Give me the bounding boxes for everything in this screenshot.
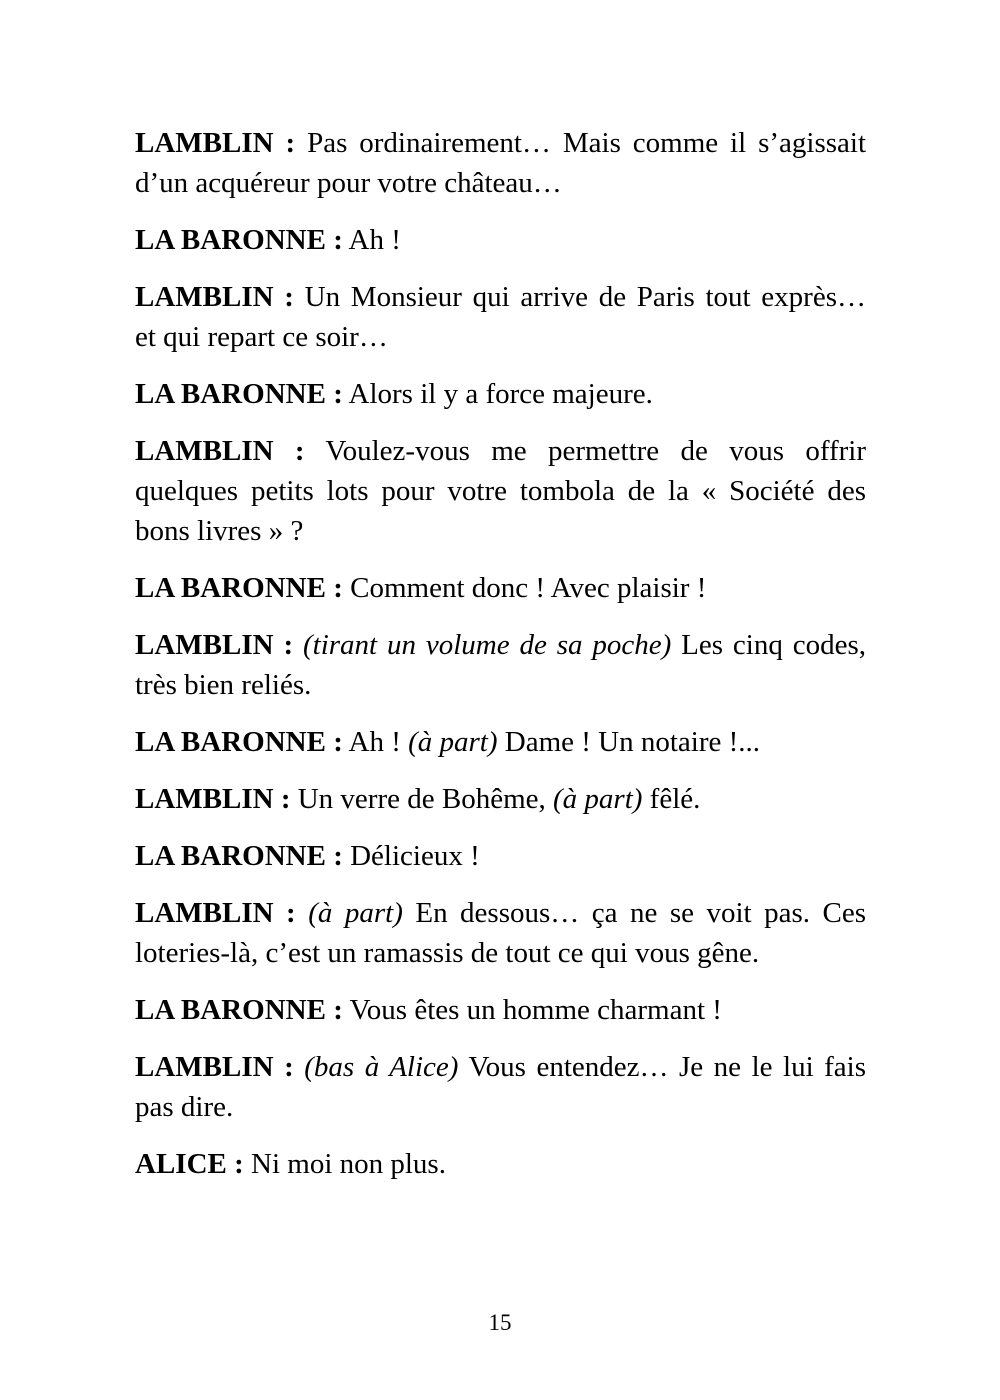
page-number: 15	[488, 1310, 512, 1335]
speaker-name: LA BARONNE :	[135, 840, 343, 872]
dialogue-line	[135, 431, 866, 471]
dialogue-line	[135, 893, 866, 933]
speech-text: Vous entendez… Je ne le lui fais	[458, 1051, 866, 1083]
dialogue-line	[135, 1087, 866, 1127]
speaker-name: LAMBLIN :	[135, 1051, 294, 1083]
stage-direction: (bas à Alice)	[304, 1051, 459, 1083]
speech-text: fêlé.	[642, 783, 701, 815]
dialogue-line	[135, 317, 866, 357]
speech-text: quelques petits lots pour votre tombola de la « Société des	[135, 475, 866, 507]
speaker-name: LA BARONNE :	[135, 378, 343, 410]
stage-direction: (à part)	[308, 897, 403, 929]
speech-text: bons livres » ?	[135, 515, 304, 547]
dialogue-line	[135, 471, 866, 511]
speaker-name: LAMBLIN :	[135, 897, 296, 929]
dialogue-line	[135, 722, 866, 762]
dialogue-text	[135, 123, 866, 1184]
speech-text: Ni moi non plus.	[243, 1148, 446, 1180]
speech-text: et qui repart ce soir…	[135, 321, 388, 353]
dialogue-line	[135, 374, 866, 414]
stage-direction: (tirant un volume de sa poche)	[302, 629, 672, 661]
speaker-name: LAMBLIN :	[135, 435, 305, 467]
speaker-name: LA BARONNE :	[135, 572, 343, 604]
stage-direction: (à part)	[408, 726, 498, 758]
dialogue-line	[135, 277, 866, 317]
dialogue-line	[135, 933, 866, 973]
speech-text: loteries-là, c’est un ramassis de tout ce qui vous gêne.	[135, 937, 760, 969]
speech-text: Voulez-vous me permettre de vous offrir	[304, 435, 866, 467]
speech-text: Dame ! Un notaire !...	[497, 726, 761, 758]
dialogue-line	[135, 123, 866, 163]
speech-text: Les cinq codes,	[671, 629, 866, 661]
dialogue-line	[135, 163, 866, 203]
speech-text: d’un acquéreur pour votre château…	[135, 167, 562, 199]
dialogue-line	[135, 220, 866, 260]
speaker-name: LAMBLIN :	[135, 127, 296, 159]
speaker-name: LAMBLIN :	[135, 281, 294, 313]
speech-text: Pas ordinairement… Mais comme il s’agissait	[295, 127, 866, 159]
speech-text: Ah !	[342, 726, 409, 758]
dialogue-line	[135, 625, 866, 665]
speaker-name: LAMBLIN :	[135, 783, 291, 815]
speech-text: Alors il y a force majeure.	[342, 378, 653, 410]
speech-text: très bien reliés.	[135, 669, 312, 701]
dialogue-line	[135, 511, 866, 551]
dialogue-line	[135, 1047, 866, 1087]
speaker-name: LAMBLIN :	[135, 629, 294, 661]
speech-text: Ah !	[342, 224, 401, 256]
stage-direction: (à part)	[553, 783, 643, 815]
dialogue-line	[135, 779, 866, 819]
speech-text: Un Monsieur qui arrive de Paris tout exprès…	[293, 281, 866, 313]
speech-text: pas dire.	[135, 1091, 234, 1123]
dialogue-line	[135, 665, 866, 705]
speech-text: Comment donc ! Avec plaisir !	[342, 572, 707, 604]
speaker-name: LA BARONNE :	[135, 726, 343, 758]
speech-text: Délicieux !	[342, 840, 480, 872]
speech-text: En dessous… ça ne se voit pas. Ces	[402, 897, 866, 929]
speaker-name: ALICE :	[135, 1148, 244, 1180]
dialogue-line	[135, 990, 866, 1030]
speaker-name: LA BARONNE :	[135, 994, 343, 1026]
speech-text: Un verre de Bohême,	[290, 783, 553, 815]
dialogue-line	[135, 836, 866, 876]
speaker-name: LA BARONNE :	[135, 224, 343, 256]
dialogue-line	[135, 568, 866, 608]
dialogue-line	[135, 1144, 866, 1184]
speech-text: Vous êtes un homme charmant !	[342, 994, 722, 1026]
